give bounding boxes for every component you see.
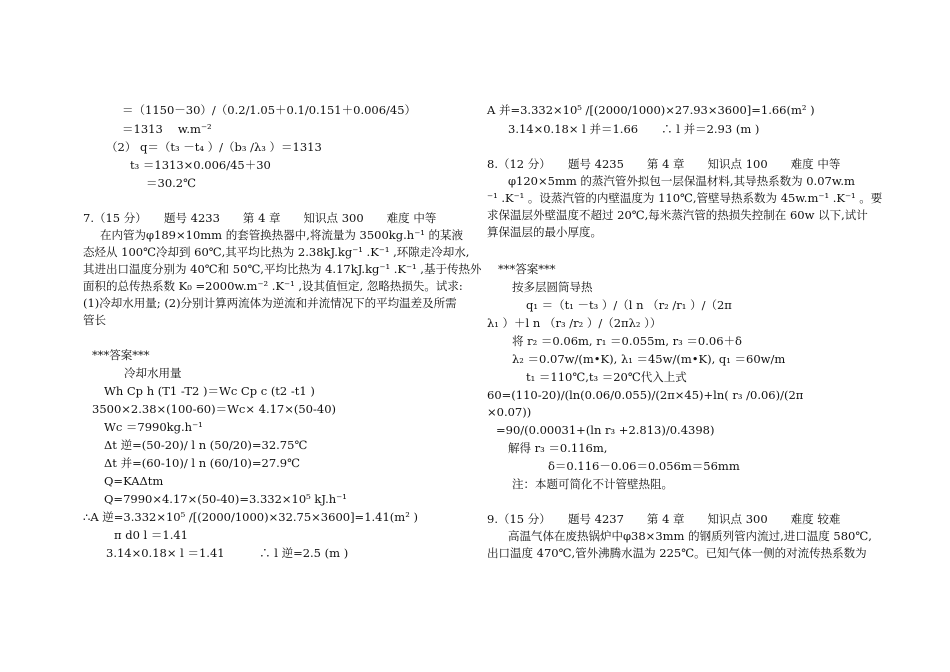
text-line: Q=7990×4.17×(50-40)=3.332×10⁵ kJ.h⁻¹ [104, 492, 347, 506]
text-line: ×0.07)) [487, 405, 532, 419]
text-line: =90/(0.00031+(ln r₃ +2.813)/0.4398) [496, 423, 715, 437]
text-line: Δt 逆=(50-20)/ l n (50/20)=32.75℃ [104, 438, 308, 452]
question-header: 9.（15 分） 题号 4237 第 4 章 知识点 300 难度 较难 [487, 512, 841, 526]
question-header: 7.（15 分） 题号 4233 第 4 章 知识点 300 难度 中等 [83, 211, 437, 225]
text-line: 60=(110-20)/(ln(0.06/0.055)/(2π×45)+ln( r₃ /0.06)/(2π [487, 388, 804, 402]
answer-header: ***答案*** [92, 348, 150, 362]
text-line: 面积的总传热系数 K₀ =2000w.m⁻² .K⁻¹ ,设其值恒定, 忽略热损失。试求: [83, 279, 463, 293]
text-line: 按多层圆筒导热 [512, 280, 593, 294]
text-line: 高温气体在废热锅炉中φ38×3mm 的钢质列管内流过,进口温度 580℃, [508, 529, 872, 543]
text-line: ＝（1150－30）/（0.2/1.05＋0.1/0.151＋0.006/45） [122, 103, 417, 117]
text-line: 将 r₂ ＝0.06m, r₁ ＝0.055m, r₃ ＝0.06＋δ [512, 334, 742, 348]
text-line: （2） q＝（t₃ －t₄ ）/（b₃ /λ₃ ）＝1313 [106, 140, 322, 154]
text-line: π d0 l ＝1.41 [114, 528, 188, 542]
text-line: (1)冷却水用量; (2)分别计算两流体为逆流和并流情况下的平均温差及所需 [83, 296, 457, 310]
text-line: δ＝0.116－0.06＝0.056m＝56mm [548, 459, 740, 473]
text-line: 其进出口温度分别为 40℃和 50℃,平均比热为 4.17kJ.kg⁻¹ .K⁻¹ ,基于传热外 [83, 262, 482, 276]
text-line: 3.14×0.18× l 并＝1.66 ∴ l 并＝2.93 (m ) [508, 122, 760, 136]
text-line: ＝30.2℃ [146, 176, 196, 190]
text-line: A 并=3.332×10⁵ /[(2000/1000)×27.93×3600]=1.66(m² ) [487, 103, 815, 117]
text-line: Δt 并=(60-10)/ l n (60/10)=27.9℃ [104, 456, 300, 470]
text-line: q₁ ＝（t₁ －t₃ ）/（l n （r₂ /r₁ ）/（2π [526, 298, 732, 312]
text-line: 求保温层外壁温度不超过 20℃,每米蒸汽管的热损失控制在 60w 以下,试计 [487, 208, 868, 222]
text-line: ＝1313 w.m⁻² [122, 122, 212, 136]
text-line: ∴A 逆=3.332×10⁵ /[(2000/1000)×32.75×3600]=1.41(m² ) [83, 510, 418, 524]
text-line: Wc ＝7990kg.h⁻¹ [104, 420, 203, 434]
text-line: 管长 [83, 313, 106, 327]
text-line: 3.14×0.18× l ＝1.41 ∴ l 逆=2.5 (m ) [106, 546, 349, 560]
text-line: t₃ ＝1313×0.006/45＋30 [130, 158, 271, 172]
text-line: ⁻¹ .K⁻¹ 。设蒸汽管的内壁温度为 110℃,管壁导热系数为 45w.m⁻¹ .K⁻¹ 。要 [487, 191, 883, 205]
text-line: φ120×5mm 的蒸汽管外拟包一层保温材料,其导热系数为 0.07w.m [508, 174, 855, 188]
text-line: 算保温层的最小厚度。 [487, 225, 602, 239]
text-line: λ₂ ＝0.07w/(m•K), λ₁ ＝45w/(m•K), q₁ ＝60w/m [512, 352, 786, 366]
text-line: 注：本题可简化不计管壁热阻。 [512, 477, 673, 491]
answer-header: ***答案*** [498, 262, 556, 276]
text-line: t₁ ＝110℃,t₃ ＝20℃代入上式 [526, 370, 687, 384]
text-line: 解得 r₃ ＝0.116m, [508, 441, 608, 455]
text-line: λ₁ ）＋l n （r₃ /r₂ ）/（2πλ₂ ）） [487, 316, 662, 330]
text-line: Q=KAΔtm [104, 474, 164, 488]
text-line: 出口温度 470℃,管外沸腾水温为 225℃。已知气体一侧的对流传热系数为 [487, 546, 867, 560]
text-line: Wh Cp h (T1 -T2 )＝Wc Cp c (t2 -t1 ) [104, 384, 315, 398]
text-line: 态烃从 100℃冷却到 60℃,其平均比热为 2.38kJ.kg⁻¹ .K⁻¹ ,环隙走冷却水, [83, 245, 470, 259]
text-line: 冷却水用量 [124, 366, 182, 380]
text-line: 3500×2.38×(100-60)＝Wc× 4.17×(50-40) [92, 402, 337, 416]
text-line: 在内管为φ189×10mm 的套管换热器中,将流量为 3500kg.h⁻¹ 的某液 [100, 228, 464, 242]
question-header: 8.（12 分） 题号 4235 第 4 章 知识点 100 难度 中等 [487, 157, 841, 171]
